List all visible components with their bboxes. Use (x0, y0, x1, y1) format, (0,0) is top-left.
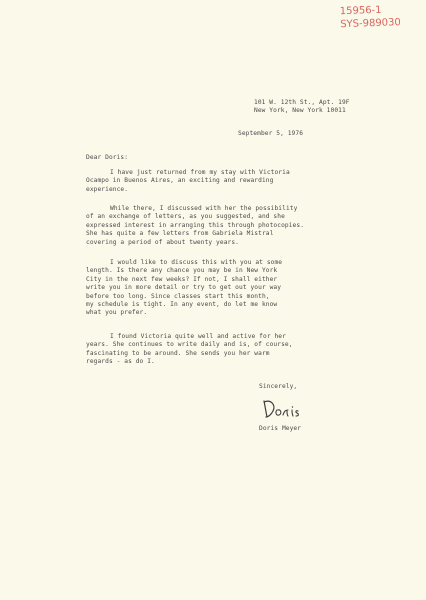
paragraph-line: fascinating to be around. She sends you her warm (86, 349, 270, 357)
paragraph-3 (86, 259, 282, 318)
paragraph-line: what you prefer. (86, 309, 148, 317)
paragraph-line: I found Victoria quite well and active for her (110, 333, 286, 340)
signer-name: Doris Meyer (259, 425, 302, 432)
paragraph-line: before too long. Since classes start this month, (86, 292, 270, 300)
paragraph-4 (86, 333, 293, 367)
system-number: SYS-989030 (340, 17, 401, 31)
paragraph-line: years. She continues to write daily and is, of course, (86, 341, 293, 349)
paragraph-line: While there, I discussed with her the possibility (110, 205, 298, 212)
paragraph-1 (86, 169, 290, 194)
closing: Sincerely, (259, 383, 298, 390)
paragraph-line: of an exchange of letters, as you suggested, and she (86, 213, 285, 221)
paragraph-line: experience. (86, 185, 129, 193)
salutation: Dear Doris: (86, 154, 129, 161)
handwritten-signature (261, 397, 309, 421)
paragraph-line: City in the next few weeks? If not, I shall either (86, 275, 278, 283)
address-line: New York, New York 10011 (254, 107, 346, 115)
paragraph-line: covering a period of about twenty years. (86, 238, 240, 246)
paragraph-line: She has quite a few letters from Gabriela Mistral (86, 230, 274, 238)
address-line: 101 W. 12th St., Apt. 19F (254, 99, 350, 106)
paragraph-2 (86, 205, 304, 247)
sender-address (254, 99, 350, 116)
paragraph-line: length. Is there any chance you may be in New York (86, 267, 278, 275)
paragraph-line: regards - as do I. (86, 358, 155, 366)
paragraph-line: expressed interest in arranging this through photocopies. (86, 221, 305, 229)
paragraph-line: I would like to discuss this with you at some (110, 259, 283, 266)
archive-number: 15956-1 (339, 4, 382, 18)
paragraph-line: my schedule is tight. In any event, do let me know (86, 301, 278, 309)
letter-date: September 5, 1976 (238, 130, 304, 137)
paragraph-line: write you in more detail or try to get out your way (86, 284, 282, 292)
paragraph-line: Ocampo in Buenos Aires, an exciting and rewarding (86, 177, 274, 185)
paragraph-line: I have just returned from my stay with Victoria (110, 169, 290, 176)
